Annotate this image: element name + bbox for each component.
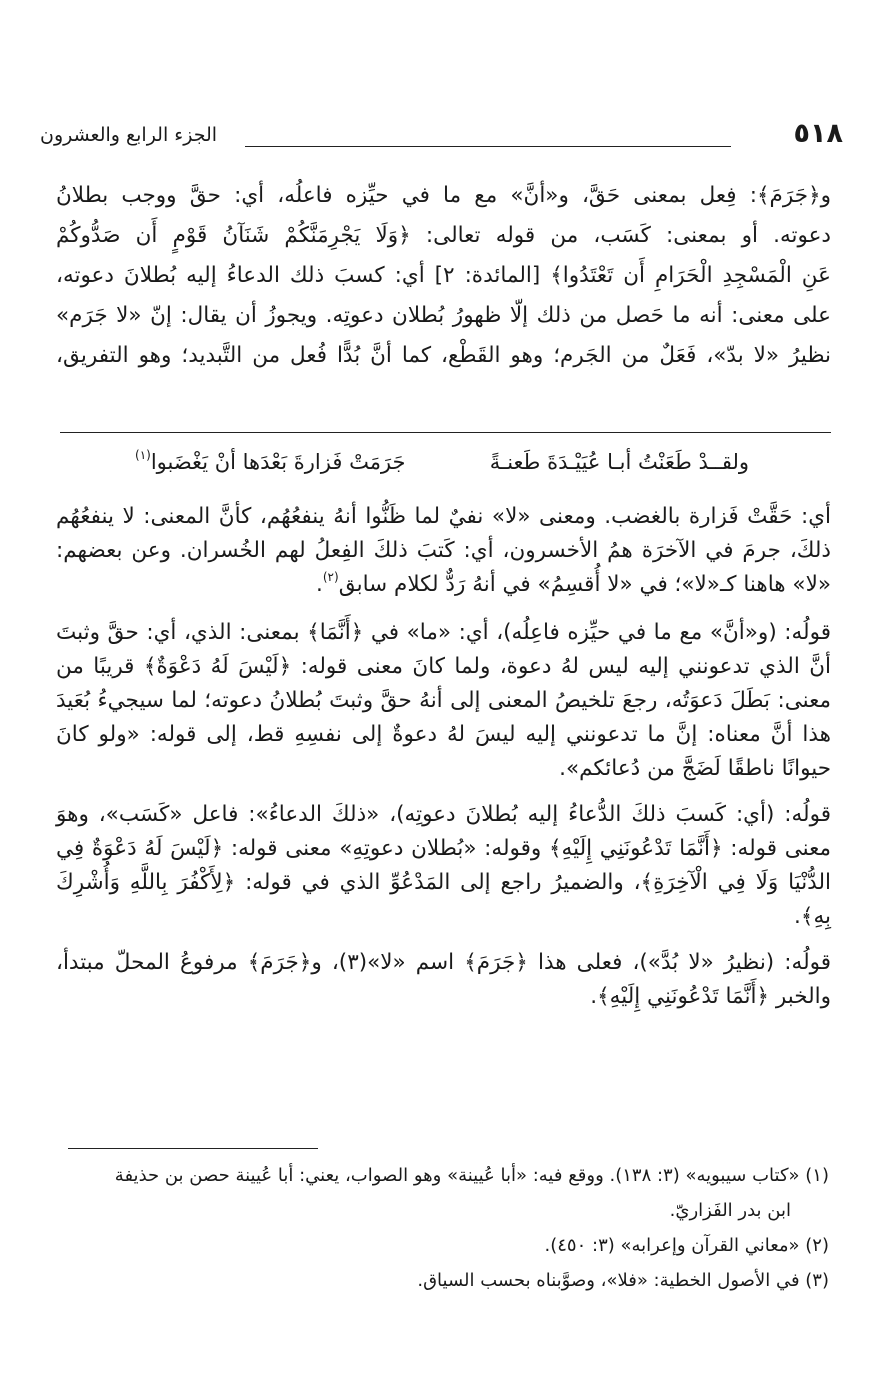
main-line-1: و﴿جَرَمَ﴾: فِعل بمعنى حَقَّ، و«أنَّ» مع ما في حيِّزه فاعلُه، أي: حقَّ ووجب بطلانُ xyxy=(56,183,831,208)
page-number: ٥١٨ xyxy=(793,118,843,149)
footnote-divider xyxy=(68,1148,318,1149)
header-rule xyxy=(245,146,731,147)
footnote-2: (٢) «معاني القرآن وإعرابه» (٣: ٤٥٠). xyxy=(544,1235,829,1256)
verse-hemistich-first: ولقــدْ طَعَنْتُ أبـا عُيَيْـدَةَ طَعنـةً xyxy=(489,450,749,474)
footnote-1: (١) «كتاب سيبويه» (٣: ١٣٨). ووقع فيه: «أبا عُيينة» وهو الصواب، يعني: أبا عُيينة حصن بن حذيفة xyxy=(114,1165,829,1186)
main-line-3: عَنِ الْمَسْجِدِ الْحَرَامِ أَن تَعْتَدُوا﴾ [المائدة: ٢] أي: كسبَ ذلك الدعاءُ إليه بُطلانَ دعوته، xyxy=(56,263,831,288)
page-header xyxy=(40,118,843,162)
main-line-4: على معنى: أنه ما حَصل من ذلك إلّا ظهورُ بُطلان دعوتِه. ويجوزُ أن يقال: إنّ «لا جَرَم» xyxy=(56,303,831,328)
main-line-2: دعوته. أو بمعنى: كَسَب، من قوله تعالى: ﴿وَلَا يَجْرِمَنَّكُمْ شَنَآنُ قَوْمٍ أَن صَدُّوكُمْ xyxy=(56,223,831,248)
footnote-ref-2: (٢) xyxy=(322,570,339,584)
footnote-3: (٣) في الأصول الخطية: «فلا»، وصوَّبناه بحسب السياق. xyxy=(417,1270,829,1291)
commentary-paragraph-3: قولُه: (أي: كَسبَ ذلكَ الدُّعاءُ إليه بُطلانَ دعوتِه)، «ذلكَ الدعاءُ»: فاعل «كَسَب»، وهوَ معنى قوله: ﴿أَنَّمَا تَدْعُونَنِي إِلَيْهِ﴾ وقوله: «بُطلان دعوتِهِ» معنى قوله: ﴿لَيْسَ لَهُ دَعْوَةٌ فِي الدُّنْيَا وَلَا فِي الْآخِرَةِ﴾، والضميرُ راجع إلى المَدْعُوِّ الذي في قوله: ﴿لِأَكْفُرَ بِاللَّهِ وَأُشْرِكَ بِهِ﴾. xyxy=(56,802,831,929)
verse-hemistich-second: جَرَمَتْ فَزارةَ بَعْدَها أنْ يَغْضَبوا$^{(١)}$ xyxy=(135,448,406,474)
commentary-paragraph-2: قولُه: (و«أنَّ» مع ما في حيِّزه فاعِلُه)، أي: «ما» في ﴿أَنَّمَا﴾ بمعنى: الذي، أي: حقَّ وثبتَ أنَّ الذي تدعونني إليه ليس لهُ دعوة، ولما كانَ معنى قوله: ﴿لَيْسَ لَهُ دَعْوَةٌ﴾ قريبًا من معنى: بَطَلَ دَعوَتُه، رجعَ تلخيصُ المعنى إلى أنهُ حقَّ وثبتَ بُطلانُ دعوته؛ لما سيجيءُ بُعَيدَ هذا أنَّ معناه: إنَّ ما تدعونني إليه ليسَ لهُ دعوةٌ إلى نفسِهِ قط، إلى قوله: «ولو كانَ حيوانًا ناطقًا لَضَجَّ من دُعائكم». xyxy=(56,620,831,781)
commentary-paragraph-4: قولُه: (نظيرُ «لا بُدَّ»)، فعلى هذا ﴿جَرَمَ﴾ اسم «لا»(٣)، و﴿جَرَمَ﴾ مرفوعُ المحلّ مبتدأ، والخبر ﴿أَنَّمَا تَدْعُونَنِي إِلَيْهِ﴾. xyxy=(56,950,831,1009)
main-line-5: نظيرُ «لا بدّ»، فَعَلٌ من الجَرم؛ وهو القَطْع، كما أنَّ بُدًّا فُعل من التَّبديد؛ وهو التفريق، xyxy=(56,343,831,368)
footnote-ref-1: (١) xyxy=(135,448,151,462)
poetry-verse xyxy=(60,444,829,492)
commentary-block xyxy=(56,500,831,1026)
running-title: الجزء الرابع والعشرون xyxy=(40,124,218,146)
main-text-block xyxy=(56,176,831,376)
main-text-divider xyxy=(60,432,831,433)
commentary-paragraph-1: أي: حَقَّتْ فَزارة بالغضب. ومعنى «لا» نفيٌ لما ظَنُّوا أنهُ ينفعُهُم، كأنَّ المعنى: لا ينفعُهُم ذلكَ، جرمَ في الآخرَة همُ الأخسرون، أي: كَتبَ ذلكَ الفِعلُ لهم الخُسران. وعن بعضهم: «لا» هاهنا كـ«لا»؛ في «لا أُقسِمُ» في أنهُ رَدٌّ لكلام سابق$^{(٢)}$. xyxy=(56,504,831,597)
footnotes xyxy=(60,1160,829,1300)
footnote-1-continued: ابن بدر الفَزاريّ. xyxy=(669,1200,791,1221)
